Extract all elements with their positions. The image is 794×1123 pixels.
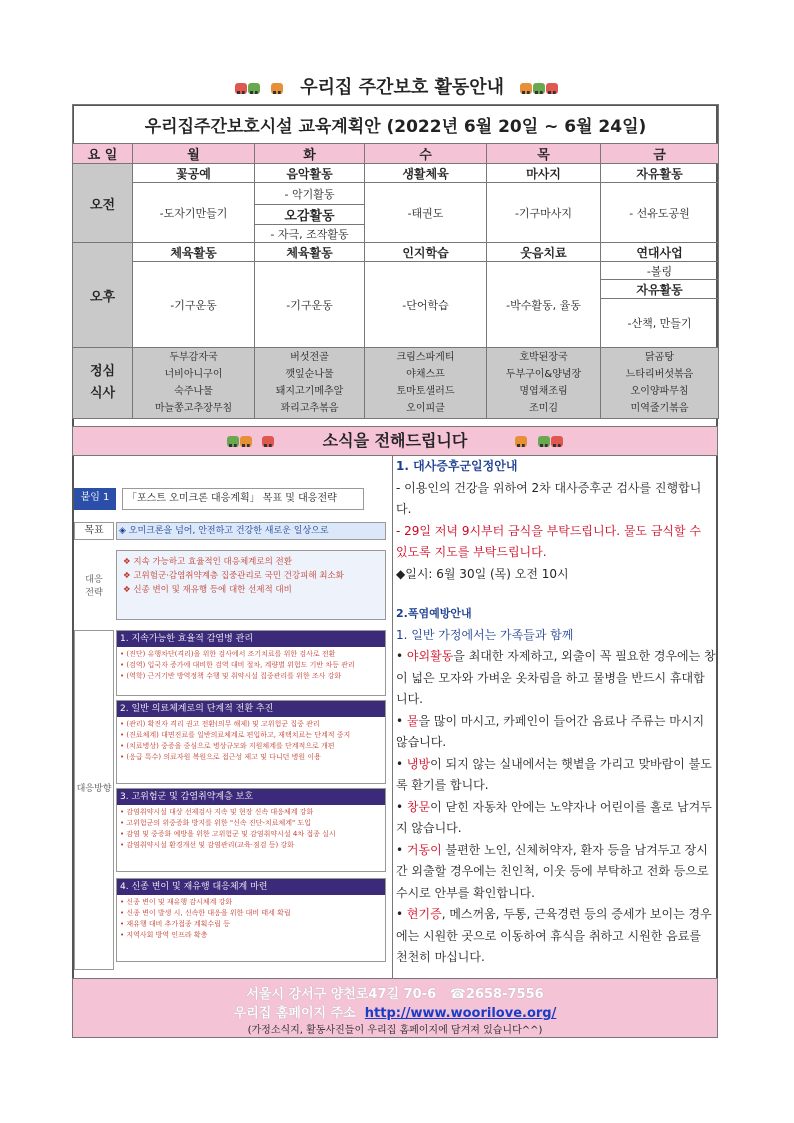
morning-tue-desc: - 악기활동 bbox=[255, 183, 365, 205]
notice-heading-2: 2.폭염예방안내 bbox=[396, 607, 472, 620]
afternoon-tue-title: 체육활동 bbox=[255, 243, 365, 262]
phone-icon: ☎2658-7556 bbox=[449, 987, 544, 1002]
notice-bullet-3: • 냉방이 되지 않는 실내에서는 햇볕을 가리고 맞바람이 불도록 환기를 합니다. bbox=[396, 756, 712, 792]
meal-label: 정심 식사 bbox=[73, 348, 133, 419]
notice-bullet-4: • 창문이 닫힌 자동차 안에는 노약자나 어린이를 홀로 남겨두지 않습니다. bbox=[396, 799, 712, 835]
day-wed: 수 bbox=[365, 144, 487, 164]
footer-address: 서울시 강서구 양천로47길 70-6 ☎2658-7556 bbox=[246, 987, 544, 1002]
notice-p3: ◆일시: 6월 30일 (목) 오전 10시 bbox=[396, 566, 569, 581]
notice-heading-1: 1. 대사증후군일정안내 bbox=[396, 459, 518, 473]
section-4: 4. 신종 변이 및 재유행 대응체계 마련 • 신종 변이 및 재유행 감시체계 강화 • 신종 변이 발생 시, 신속한 대응을 위한 대비 태세 확립 • 재유행 대비 추가접종 계획수립 등 • 지역사회 방역 인프라 확충 bbox=[116, 878, 386, 962]
panel-divider bbox=[392, 456, 393, 978]
notice-text bbox=[396, 456, 716, 969]
morning-thu-title: 마사지 bbox=[487, 164, 601, 183]
notice-bullet-2: • 물을 많이 마시고, 카페인이 들어간 음료나 주류는 마시지 않습니다. bbox=[396, 713, 705, 749]
day-fri: 금 bbox=[601, 144, 719, 164]
meal-mon: 두부감자국 너비아니구이 숙주나물 마늘쫑고추장무침 bbox=[133, 348, 255, 419]
train-icon bbox=[262, 428, 275, 456]
afternoon-mon-title: 체육활동 bbox=[133, 243, 255, 262]
notice-p2: - 29일 저녁 9시부터 금식을 부탁드립니다. 물도 금식할 수 있도록 지도를 부탁드립니다. bbox=[396, 523, 701, 559]
policy-image bbox=[74, 458, 390, 978]
goal-text: ◈ 오미크론을 넘어, 안전하고 건강한 새로운 일상으로 bbox=[116, 522, 386, 540]
afternoon-fri-desc2: -산책, 만들기 bbox=[601, 299, 719, 348]
day-mon: 월 bbox=[133, 144, 255, 164]
page-title: 우리집 주간보호 활동안내 bbox=[0, 73, 794, 99]
afternoon-fri-desc: -볼링 bbox=[601, 262, 719, 280]
morning-mon-title: 꽃공예 bbox=[133, 164, 255, 183]
morning-tue-desc2: - 자극, 조작활동 bbox=[255, 225, 365, 243]
section-2: 2. 일반 의료체계로의 단계적 전환 추진 • (관리) 확진자 격리 권고 전환(의무 해제) 및 고위험군 집중 관리 • (진료체계) 대면진료를 일반의료체계로 편입하고, 재택치료는 단계적 중지 • (치료병상) 중증을 중심으로 병상규모와 지원체계를 단계적으로 개편 • (응급 특수) 의료자원 복원으로 접근성 제고 및 다니던 병원 이용 bbox=[116, 700, 386, 784]
meal-tue: 버섯전골 깻잎순나물 돼지고기메추알 꽈리고추볶음 bbox=[255, 348, 365, 419]
footer-note: (가정소식지, 활동사진들이 우리집 홈페이지에 담겨져 있습니다^^) bbox=[247, 1025, 543, 1036]
notice-p1: - 이용인의 건강을 위하여 2차 대사증후군 검사를 진행합니다. bbox=[396, 480, 702, 516]
section-1: 1. 지속가능한 효율적 감염병 관리 • (진단) 유행차단(격리)을 위한 검사에서 조기치료를 위한 검사로 전환 • (검역) 입국자 증가에 대비한 검역 대비 절차, 계량별 위험도 기반 차등 관리 • (역학) 근거기반 방역정책 수행 및 취약시설 집중관리를 위한 조사 강화 bbox=[116, 630, 386, 696]
meal-wed: 크림스파게티 야채스프 토마토샐러드 오이피클 bbox=[365, 348, 487, 419]
morning-fri-desc: - 선유도공원 bbox=[601, 183, 719, 243]
section-3: 3. 고위험군 및 감염취약계층 보호 • 감염취약시설 대상 선제검사 지속 및 현장 신속 대응체계 강화 • 고위험군의 위중증화 방지를 위한 "신속 진단-치료체계" 도입 • 감염 및 중증화 예방을 위한 고위험군 및 감염취약시설 4차 접종 실시 • 감염취약시설 환경개선 및 감염관리(교육·점검 등) 강화 bbox=[116, 788, 386, 872]
afternoon-thu-desc: -박수활동, 율동 bbox=[487, 262, 601, 348]
afternoon-tue-desc: -기구운동 bbox=[255, 262, 365, 348]
homepage-link[interactable]: http://www.woorilove.org/ bbox=[364, 1006, 557, 1021]
train-icon bbox=[235, 78, 261, 99]
day-thu: 목 bbox=[487, 144, 601, 164]
morning-tue-title: 음악활동 bbox=[255, 164, 365, 183]
response-label: 대응방향 bbox=[74, 630, 114, 970]
train-icon bbox=[515, 428, 528, 456]
afternoon-fri-title2: 자유활동 bbox=[601, 280, 719, 299]
news-banner: 소식을 전해드립니다 bbox=[72, 426, 718, 456]
afternoon-thu-title: 웃음치료 bbox=[487, 243, 601, 262]
plan-title: 우리집주간보호시설 교육계획안 (2022년 6월 20일 ~ 6월 24일) bbox=[73, 105, 719, 144]
morning-tue-title2: 오감활동 bbox=[255, 205, 365, 225]
afternoon-wed-title: 인지학습 bbox=[365, 243, 487, 262]
day-label: 요 일 bbox=[73, 144, 133, 164]
morning-wed-desc: -태권도 bbox=[365, 183, 487, 243]
afternoon-fri-title: 연대사업 bbox=[601, 243, 719, 262]
schedule-table bbox=[72, 104, 719, 419]
goal-label: 목표 bbox=[74, 522, 114, 540]
strategy-label: 대응 전략 bbox=[85, 575, 103, 598]
morning-wed-title: 생활체육 bbox=[365, 164, 487, 183]
attachment-tag: 붙임 1 bbox=[74, 488, 116, 510]
meal-thu: 호박된장국 두부구이&양념장 명엽채조림 조미김 bbox=[487, 348, 601, 419]
day-tue: 화 bbox=[255, 144, 365, 164]
notice-heading-3: 1. 일반 가정에서는 가족들과 함께 bbox=[396, 627, 574, 642]
morning-label: 오전 bbox=[73, 164, 133, 243]
footer bbox=[72, 978, 718, 1038]
train-icon bbox=[520, 78, 559, 99]
afternoon-mon-desc: -기구운동 bbox=[133, 262, 255, 348]
meal-fri: 닭곰탕 느타리버섯볶음 오이양파무침 미역줄기볶음 bbox=[601, 348, 719, 419]
notice-bullet-5: • 거동이 불편한 노인, 신체허약자, 환자 등을 남겨두고 장시간 외출할 경우에는 친인척, 이웃 등에 부탁하고 전화 등으로 수시로 안부를 확인합니다. bbox=[396, 842, 709, 900]
footer-homepage: 우리집 홈페이지 주소 http://www.woorilove.org/ bbox=[233, 1006, 557, 1021]
morning-mon-desc: -도자기만들기 bbox=[133, 183, 255, 243]
afternoon-label: 오후 bbox=[73, 243, 133, 348]
train-icon bbox=[271, 78, 284, 99]
notice-bullet-1: • 야외활동을 최대한 자제하고, 외출이 꼭 필요한 경우에는 창이 넓은 모자와 가벼운 옷차림을 하고 물병을 반드시 휴대합니다. bbox=[396, 649, 716, 706]
morning-thu-desc: -기구마사지 bbox=[487, 183, 601, 243]
morning-fri-title: 자유활동 bbox=[601, 164, 719, 183]
train-icon bbox=[227, 428, 253, 456]
strategy-box: ❖ 지속 가능하고 효율적인 대응체계로의 전환 ❖ 고위험군·감염취약계층 집중관리로 국민 건강피해 최소화 ❖ 신종 변이 및 재유행 등에 대한 선제적 대비 bbox=[116, 550, 386, 620]
attachment-head: 「포스트 오미크론 대응계획」 목표 및 대응전략 bbox=[122, 488, 364, 510]
notice-bullet-6: • 현기증, 메스꺼움, 두통, 근육경련 등의 증세가 보이는 경우에는 시원한 곳으로 이동하여 휴식을 취하고 시원한 음료를 천천히 마십니다. bbox=[396, 907, 712, 964]
afternoon-wed-desc: -단어학습 bbox=[365, 262, 487, 348]
train-icon bbox=[538, 428, 564, 456]
